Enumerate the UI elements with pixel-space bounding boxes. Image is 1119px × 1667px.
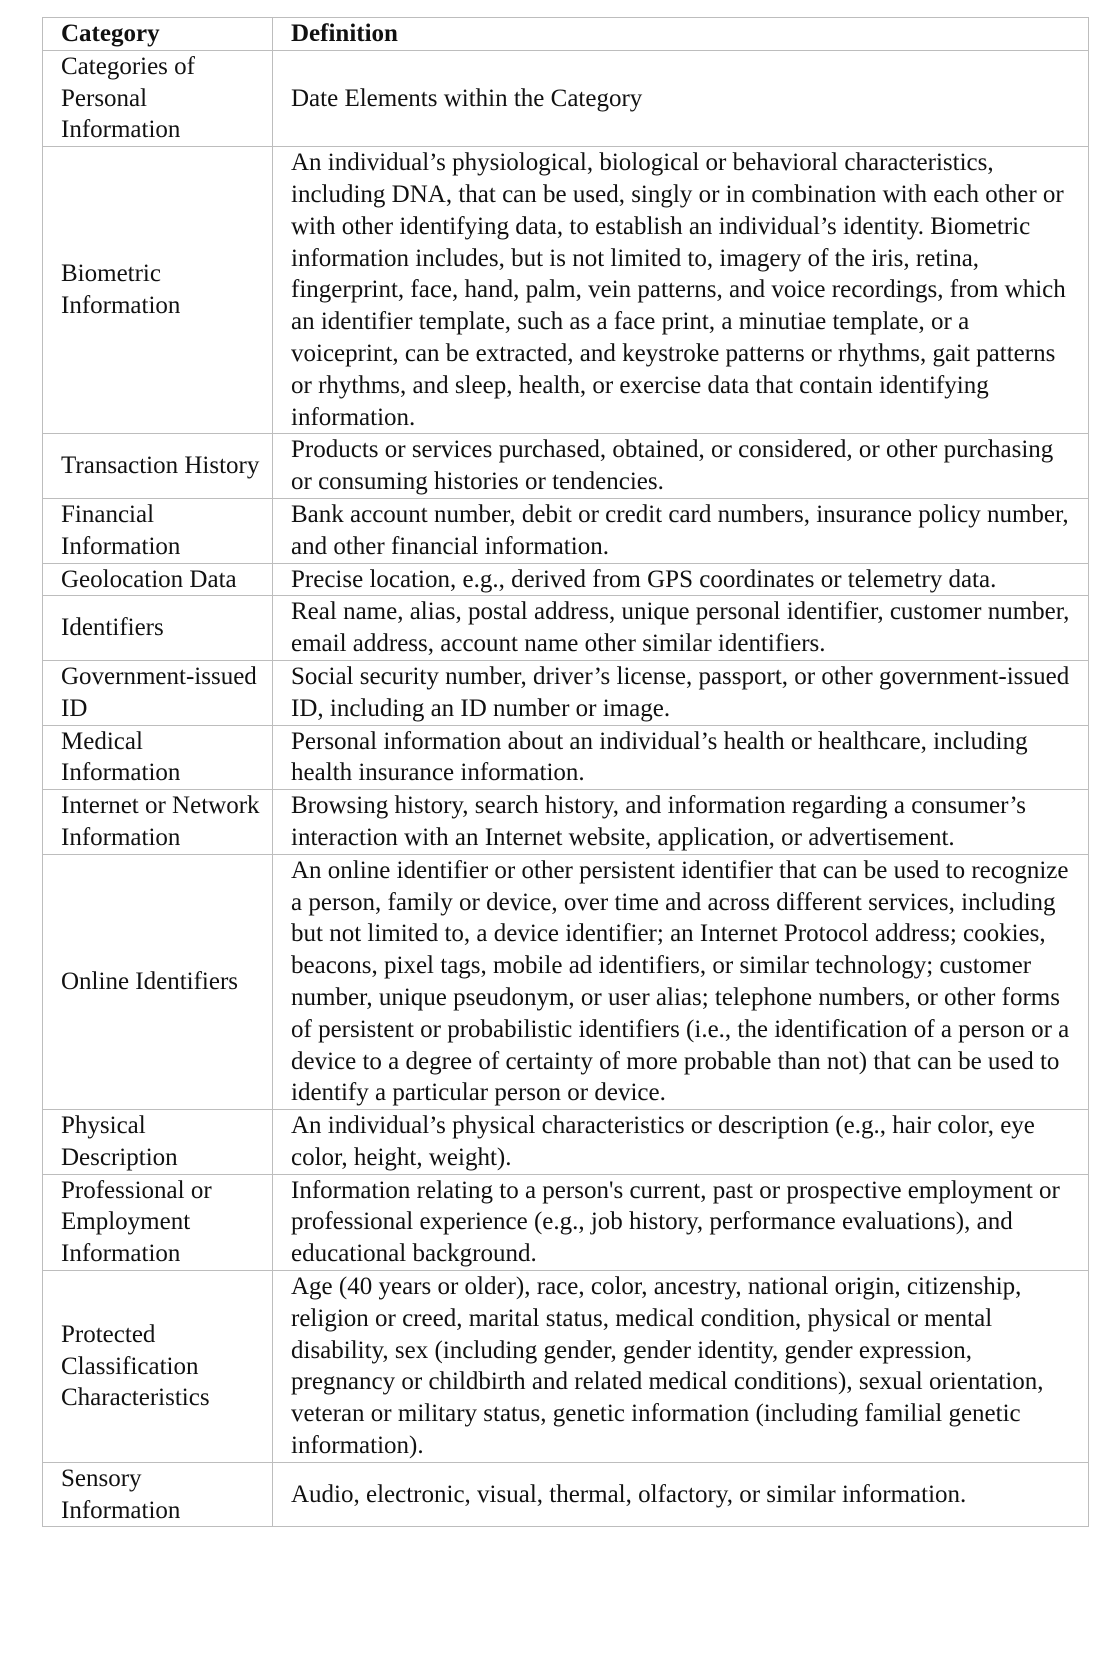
definition-cell: Social security number, driver’s license, passport, or other government-issued ID, including an ID number or image. <box>273 660 1089 725</box>
definition-cell: Browsing history, search history, and information regarding a consumer’s interaction with an Internet website, application, or advertisement. <box>273 790 1089 855</box>
table-row <box>43 498 1089 563</box>
table-row <box>43 147 1089 434</box>
definition-cell: Products or services purchased, obtained, or considered, or other purchasing or consuming histories or tendencies. <box>273 434 1089 499</box>
header-definition: Definition <box>273 18 1089 51</box>
category-cell: Identifiers <box>43 596 273 661</box>
category-cell: Online Identifiers <box>43 854 273 1109</box>
category-cell: Protected Classification Characteristics <box>43 1271 273 1463</box>
table-row <box>43 1110 1089 1175</box>
category-cell: Transaction History <box>43 434 273 499</box>
table-row <box>43 1271 1089 1463</box>
definition-cell: An individual’s physical characteristics or description (e.g., hair color, eye color, height, weight). <box>273 1110 1089 1175</box>
category-cell: Internet or Network Information <box>43 790 273 855</box>
category-cell: Geolocation Data <box>43 563 273 596</box>
category-cell: Physical Description <box>43 1110 273 1175</box>
table-row <box>43 660 1089 725</box>
category-cell: Sensory Information <box>43 1462 273 1527</box>
category-cell: Categories of Personal Information <box>43 50 273 146</box>
definition-cell: Information relating to a person's current, past or prospective employment or professional experience (e.g., job history, performance evaluations), and educational background. <box>273 1174 1089 1270</box>
table-body <box>43 50 1089 1527</box>
table-row <box>43 596 1089 661</box>
category-cell: Biometric Information <box>43 147 273 434</box>
definition-cell: Age (40 years or older), race, color, ancestry, national origin, citizenship, religion or creed, marital status, medical condition, physical or mental disability, sex (including gender, gender identity, gender expression, pregnancy or childbirth and related medical conditions), sexual orientation, veteran or military status, genetic information (including familial genetic information). <box>273 1271 1089 1463</box>
table-row <box>43 854 1089 1109</box>
header-category: Category <box>43 18 273 51</box>
category-cell: Medical Information <box>43 725 273 790</box>
definition-cell: An individual’s physiological, biological or behavioral characteristics, including DNA, that can be used, singly or in combination with each other or with other identifying data, to establish an individual’s identity. Biometric information includes, but is not limited to, imagery of the iris, retina, fingerprint, face, hand, palm, vein patterns, and voice recordings, from which an identifier template, such as a face print, a minutiae template, or a voiceprint, can be extracted, and keystroke patterns or rhythms, gait patterns or rhythms, and sleep, health, or exercise data that contain identifying information. <box>273 147 1089 434</box>
definition-cell: An online identifier or other persistent identifier that can be used to recognize a person, family or device, over time and across different services, including but not limited to, a device identifier; an Internet Protocol address; cookies, beacons, pixel tags, mobile ad identifiers, or similar technology; customer number, unique pseudonym, or user alias; telephone numbers, or other forms of persistent or probabilistic identifiers (i.e., the identification of a person or a device to a degree of certainty of more probable than not) that can be used to identify a particular person or device. <box>273 854 1089 1109</box>
table-row <box>43 1174 1089 1270</box>
definition-cell: Personal information about an individual’s health or healthcare, including health insurance information. <box>273 725 1089 790</box>
definition-cell: Audio, electronic, visual, thermal, olfactory, or similar information. <box>273 1462 1089 1527</box>
category-cell: Financial Information <box>43 498 273 563</box>
table-row <box>43 434 1089 499</box>
table-row <box>43 790 1089 855</box>
table-row <box>43 725 1089 790</box>
definition-cell: Real name, alias, postal address, unique personal identifier, customer number, email address, account name other similar identifiers. <box>273 596 1089 661</box>
category-cell: Professional or Employment Information <box>43 1174 273 1270</box>
definition-cell: Bank account number, debit or credit card numbers, insurance policy number, and other financial information. <box>273 498 1089 563</box>
table-row <box>43 50 1089 146</box>
definition-cell: Precise location, e.g., derived from GPS coordinates or telemetry data. <box>273 563 1089 596</box>
table-header-row <box>43 18 1089 51</box>
category-cell: Government-issued ID <box>43 660 273 725</box>
category-definition-table <box>42 17 1089 1527</box>
table-row <box>43 1462 1089 1527</box>
definition-cell: Date Elements within the Category <box>273 50 1089 146</box>
table-row <box>43 563 1089 596</box>
